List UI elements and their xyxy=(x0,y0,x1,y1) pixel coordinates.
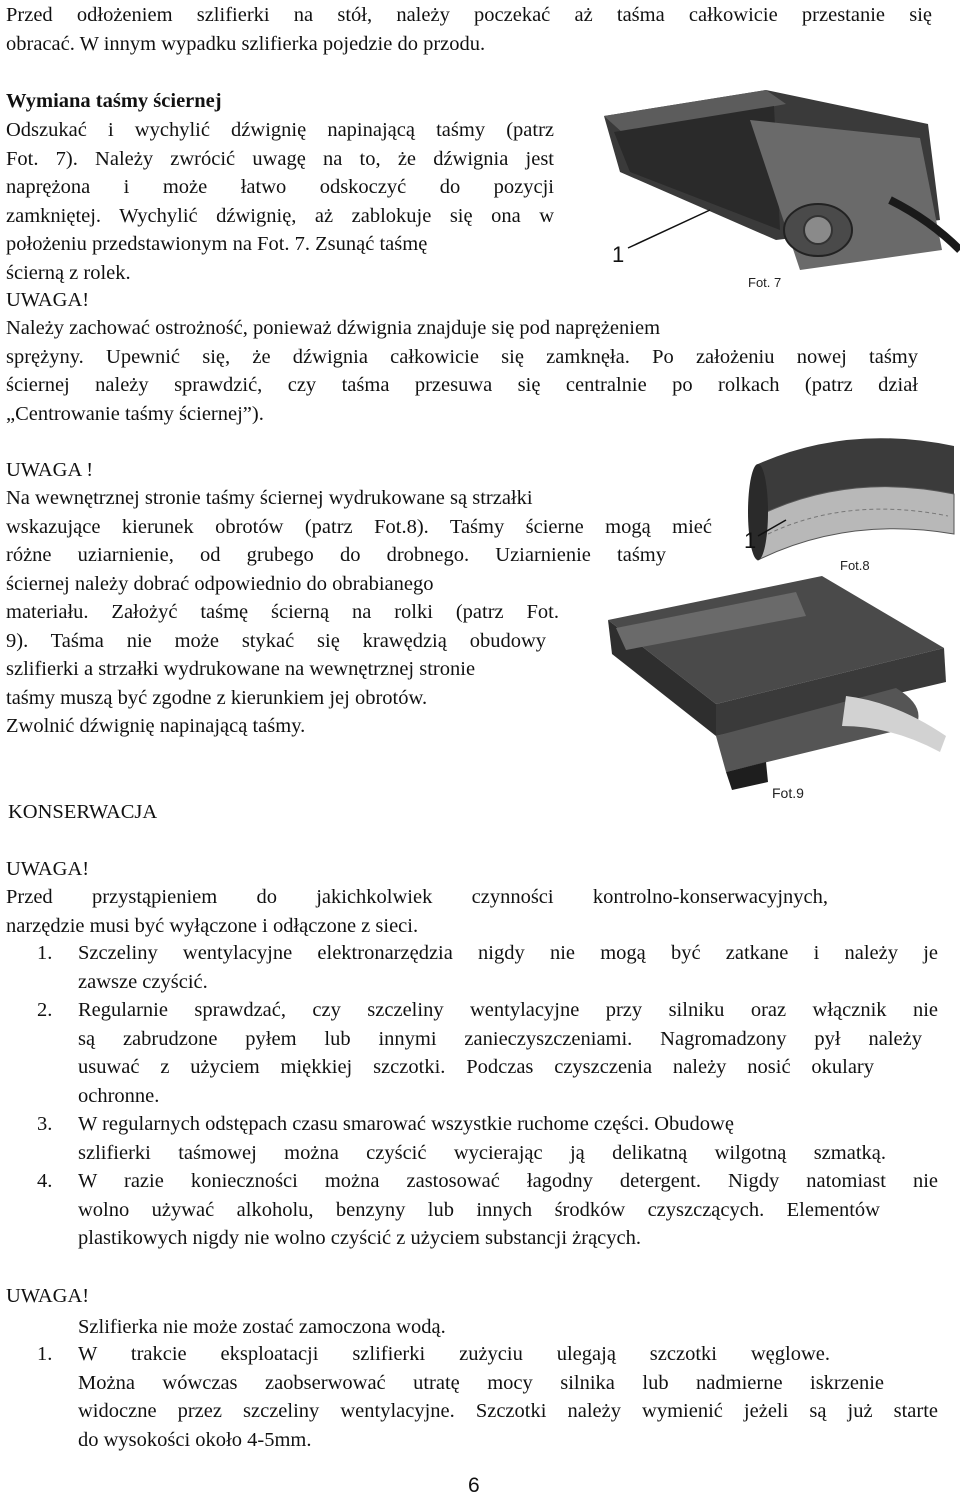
warning-label: UWAGA! xyxy=(6,289,90,311)
fot9-label: Fot.9 xyxy=(772,785,804,801)
list-item-line: W trakcie eksploatacji szlifierki zużyciu ulegają szczotki węglowe. xyxy=(78,1343,830,1365)
warning2-line: szlifierki a strzałki wydrukowane na wewnętrznej stronie xyxy=(6,658,476,680)
warning-label: UWAGA! xyxy=(6,1285,90,1307)
warning2-line: Na wewnętrznej stronie taśmy ściernej wydrukowane są strzałki xyxy=(6,487,533,509)
section-heading-belt-change: Wymiana taśmy ściernej xyxy=(6,90,222,112)
list-item xyxy=(37,996,938,1110)
list-item-line: W regularnych odstępach czasu smarować wszystkie ruchome części. Obudowę xyxy=(78,1113,734,1135)
list-item-line: ochronne. xyxy=(78,1084,160,1107)
warning-label: UWAGA ! xyxy=(6,459,94,481)
list-item-line: do wysokości około 4-5mm. xyxy=(78,1428,312,1451)
maintenance-intro xyxy=(6,883,828,940)
list-item xyxy=(37,1167,938,1253)
list-item-line: Można wówczas zaobserwować utratę mocy silnika lub nadmierne iskrzenie xyxy=(78,1371,884,1394)
list-item-number: 3. xyxy=(37,1113,53,1135)
maintenance-intro-line: narzędzie musi być wyłączone i odłączone z sieci. xyxy=(6,914,419,937)
section-heading-maintenance: KONSERWACJA xyxy=(8,801,158,823)
maintenance-intro-line: Przed przystąpieniem do jakichkolwiek czynności kontrolno-konserwacyjnych, xyxy=(6,886,828,908)
fot8-callout: 1 xyxy=(744,528,757,553)
maintenance-list xyxy=(37,939,938,1253)
warning-label: UWAGA! xyxy=(6,858,90,880)
list-item-line: Szczeliny wentylacyjne elektronarzędzia nigdy nie mogą być zatkane i należy je xyxy=(78,942,938,964)
warning2-line: materiału. Założyć taśmę ścierną na rolki (patrz Fot. xyxy=(6,601,559,623)
belt-change-line: Odszukać i wychylić dźwignię napinającą taśmy (patrz xyxy=(6,119,554,141)
fot8-sanding-belt-photo xyxy=(728,424,958,584)
list-item-number: 2. xyxy=(37,999,53,1021)
maintenance-list-2 xyxy=(37,1340,938,1454)
intro-line: obracać. W innym wypadku szlifierka pojedzie do przodu. xyxy=(6,32,486,55)
belt-change-paragraph xyxy=(6,116,554,287)
list-item-line: szlifierki taśmowej można czyścić wycierając ją delikatną wilgotną szmatką. xyxy=(78,1141,886,1164)
list-item-line: zawsze czyścić. xyxy=(78,970,208,993)
fot7-belt-sander-photo xyxy=(590,80,960,295)
warning2-line: 9). Taśma nie może stykać się krawędzią obudowy xyxy=(6,629,546,652)
intro-line: Przed odłożeniem szlifierki na stół, należy poczekać aż taśma całkowicie przestanie się xyxy=(6,4,932,26)
list-item xyxy=(37,1340,938,1454)
belt-change-line: zamkniętej. Wychylić dźwignię, aż zablokuje się ona w xyxy=(6,204,554,227)
belt-change-line: ścierną z rolek. xyxy=(6,261,131,284)
list-item xyxy=(37,939,938,996)
list-item-line: widoczne przez szczeliny wentylacyjne. Szczotki należy wymienić jeżeli są już starte xyxy=(78,1400,938,1422)
fot8-label: Fot.8 xyxy=(840,558,870,573)
belt-change-line: naprężona i może łatwo odskoczyć do pozycji xyxy=(6,176,554,198)
fot7-label: Fot. 7 xyxy=(748,275,782,290)
fot7-callout: 1 xyxy=(612,242,625,267)
list-item-line: Regularnie sprawdzać, czy szczeliny wentylacyjne przy silniku oraz włącznik nie xyxy=(78,999,938,1021)
warning1-line: „Centrowanie taśmy ściernej”). xyxy=(6,402,264,425)
list-item-line: plastikowych nigdy nie wolno czyścić z użyciem substancji żrących. xyxy=(78,1227,641,1249)
fot9-belt-mounting-photo xyxy=(596,576,956,804)
warning2-line: różne uziarnienie, od grubego do drobnego. Uziarnienie taśmy xyxy=(6,544,666,566)
list-item-line: wolno używać alkoholu, benzyny lub innych środków czyszczących. Elementów xyxy=(78,1198,880,1221)
belt-change-line: położeniu przedstawionym na Fot. 7. Zsunąć taśmę xyxy=(6,233,428,255)
list-item-number: 4. xyxy=(37,1170,53,1192)
belt-change-line: Fot. 7). Należy zwrócić uwagę na to, że dźwignia jest xyxy=(6,147,554,170)
list-item-line: W razie konieczności można zastosować łagodny detergent. Nigdy natomiast nie xyxy=(78,1170,938,1192)
list-item-line: są zabrudzone pyłem lub innymi zanieczyszczeniami. Nagromadzony pył należy xyxy=(78,1027,922,1050)
warning1-line: sprężyny. Upewnić się, że dźwignia całkowicie się zamknęła. Po założeniu nowej taśmy xyxy=(6,345,918,368)
intro-paragraph xyxy=(6,1,932,58)
warning2-line: Zwolnić dźwignię napinającą taśmy. xyxy=(6,715,306,737)
warning1-paragraph xyxy=(6,314,918,428)
warning1-line: ściernej należy sprawdzić, czy taśma przesuwa się centralnie po rolkach (patrz dział xyxy=(6,374,918,396)
list-item xyxy=(37,1110,938,1167)
list-item-number: 1. xyxy=(37,942,53,964)
maintenance-warning-text: Szlifierka nie może zostać zamoczona wodą. xyxy=(78,1316,446,1338)
warning2-line: ściernej należy dobrać odpowiednio do obrabianego xyxy=(6,572,434,595)
list-item-line: usuwać z użyciem miękkiej szczotki. Podczas czyszczenia należy nosić okulary xyxy=(78,1056,874,1078)
list-item-number: 1. xyxy=(37,1343,53,1365)
warning2-line: wskazujące kierunek obrotów (patrz Fot.8). Taśmy ścierne mogą mieć xyxy=(6,515,712,538)
page-number: 6 xyxy=(468,1474,480,1497)
warning2-line: taśmy muszą być zgodne z kierunkiem jej obrotów. xyxy=(6,686,428,709)
warning1-line: Należy zachować ostrożność, ponieważ dźwignia znajduje się pod naprężeniem xyxy=(6,317,661,339)
